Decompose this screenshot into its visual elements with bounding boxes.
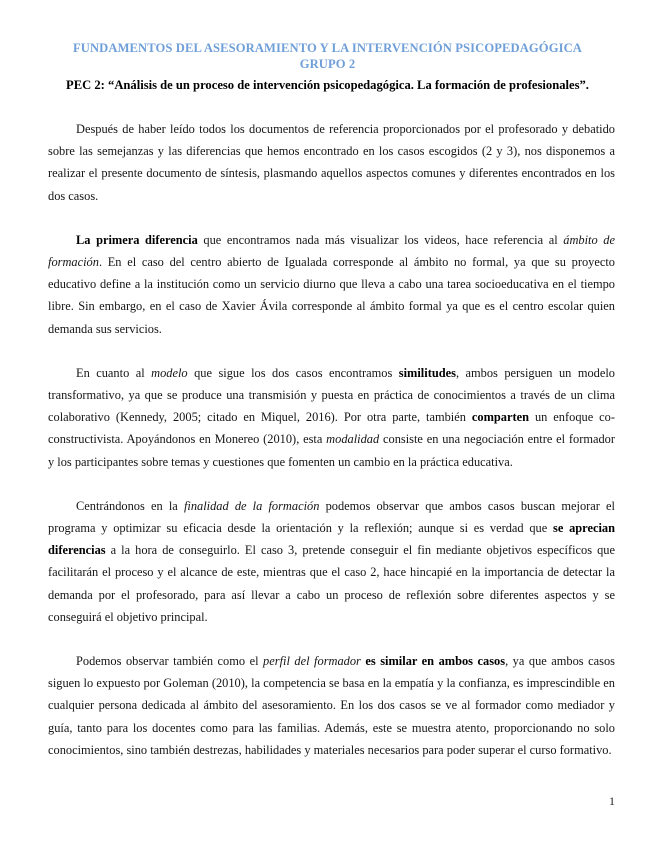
bold-phrase: La primera diferencia [76, 232, 198, 247]
paragraph-perfil [48, 650, 615, 761]
document-body [48, 118, 615, 783]
paragraph-text: , ambos persiguen un modelo transformativo, ya que se produce una transmisión y puesta en práctica de conocimientos a través de un clima colaborativo (Kennedy, 2005; citado en Miquel, 2016). Por otra parte, también [48, 365, 615, 425]
assignment-title: PEC 2: “Análisis de un proceso de intervención psicopedagógica. La formación de profesionales”. [66, 78, 589, 92]
paragraph-text: que encontramos nada más visualizar los videos, hace referencia al [197, 232, 564, 247]
paragraph-ambito [48, 229, 615, 340]
paragraph-text: Centrándonos en la [76, 498, 184, 513]
bold-phrase: se aprecian diferencias [48, 521, 615, 558]
paragraph-intro [48, 118, 615, 207]
page-number: 1 [609, 794, 615, 808]
paragraph-text: Podemos observar también como el [76, 654, 264, 669]
paragraph-text: , ya que ambos casos siguen lo expuesto por Goleman (2010), la competencia se basa en la empatía y la confianza, es imprescindible en cualquier persona dedicada al ámbito del asesoramiento. En los dos casos se ve al formador como mediador y guía, tanto para los docentes como para las familias. Además, este se muestra atento, proporcionando no solo conocimientos, sino también destrezas, habilidades y materiales necesarios para poder superar el curso formativo. [48, 654, 615, 757]
paragraph-text: a la hora de conseguirlo. El caso 3, pretende conseguir el fin mediante objetivos específicos que facilitarán el proceso y el alcance de este, mientras que el caso 2, hace hincapié en la importancia de detectar la demanda por el profesorado, para así llevar a cabo un proceso de reflexión sobre diferentes aspectos y se conseguirá el objetivo principal. [48, 543, 615, 624]
bold-phrase: es similar en ambos casos [365, 654, 506, 669]
paragraph-text: que sigue los dos casos encontramos [187, 365, 399, 380]
paragraph-text: un enfoque co-constructivista. Apoyándonos en Monereo (2010), esta [48, 410, 615, 447]
italic-phrase: finalidad de la formación [183, 498, 320, 513]
italic-phrase: perfil del formador [263, 654, 361, 669]
italic-phrase: modalidad [326, 432, 380, 447]
paragraph-text: Después de haber leído todos los documentos de referencia proporcionados por el profesorado y debatido sobre las semejanzas y las diferencias que hemos encontrado en los casos escogidos (2 y 3), nos disponemos a realizar el presente documento de síntesis, plasmando aquellos aspectos comunes y diferentes encontrados en los dos casos. [48, 122, 615, 203]
italic-phrase: ámbito de formación [48, 232, 615, 270]
paragraph-finalidad [48, 495, 615, 628]
document-header [40, 40, 615, 72]
paragraph-text: consiste en una negociación entre el formador y los participantes sobre temas y cuestiones que fomenten un cambio en la práctica educativa. [48, 432, 615, 469]
paragraph-text: . En el caso del centro abierto de Igualada corresponde al ámbito no formal, ya que su proyecto educativo define a la institución como un servicio diurno que lleva a cabo una tarea socioeducativa en el tiempo libre. Sin embargo, en el caso de Xavier Ávila corresponde al ámbito formal ya que es el centro escolar quien demanda sus servicios. [48, 255, 615, 336]
group-label: GRUPO 2 [299, 57, 356, 71]
paragraph-text: podemos observar que ambos casos buscan mejorar el programa y optimizar su eficacia desde la orientación y la reflexión; aunque si es verdad que [48, 498, 616, 536]
course-title: FUNDAMENTOS DEL ASESORAMIENTO Y LA INTERVENCIÓN PSICOPEDAGÓGICA [73, 41, 582, 55]
paragraph-text: En cuanto al [76, 365, 152, 380]
bold-phrase: similitudes [398, 365, 456, 380]
paragraph-modelo [48, 362, 615, 473]
italic-phrase: modelo [151, 365, 188, 380]
bold-phrase: comparten [471, 410, 530, 425]
